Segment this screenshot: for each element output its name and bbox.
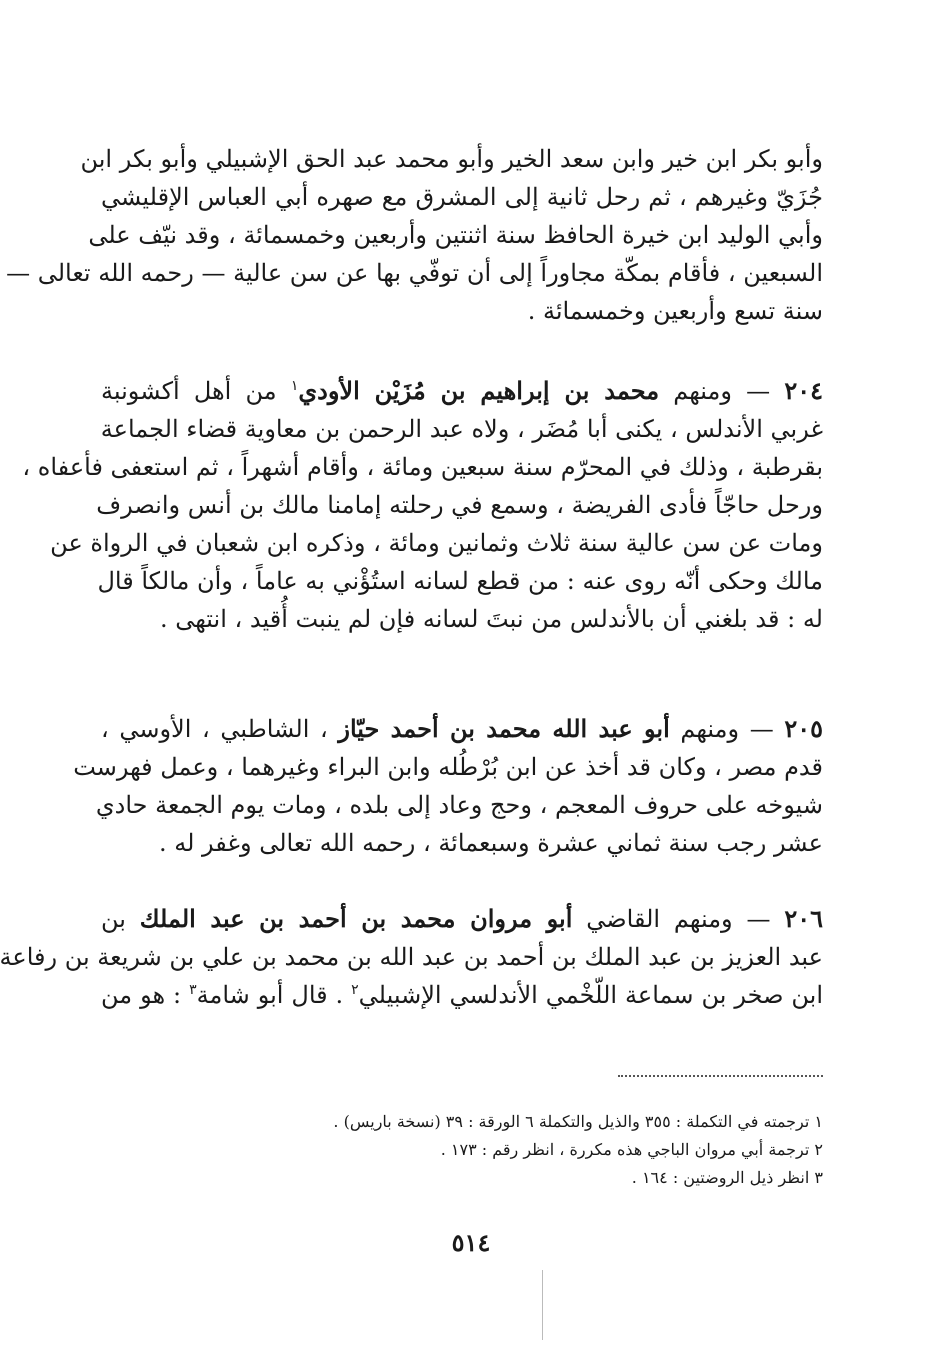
footnotes bbox=[301, 1108, 823, 1192]
book-page bbox=[1, 0, 941, 1360]
entry-204 bbox=[22, 372, 823, 638]
entry-heading-line bbox=[101, 372, 823, 410]
entry-dash: — bbox=[739, 715, 785, 743]
text-line: مالك وحكى أنّه روى عنه : من قطع لسانه استُؤْني به عاماً ، وأن مالكاً قال bbox=[97, 567, 823, 595]
text-line: وأبي الوليد ابن خيرة الحافظ سنة اثنتين وأربعين وخمسمائة ، وقد نيّف على bbox=[88, 221, 823, 249]
gutter-mark bbox=[542, 1270, 543, 1340]
footnote-ref: ١ bbox=[290, 378, 299, 394]
text-line: شيوخه على حروف المعجم ، وحج وعاد إلى بلده ، ومات يوم الجمعة حادي bbox=[95, 791, 823, 819]
text-segment: . قال أبو شامة bbox=[196, 981, 352, 1009]
text-segment: : هو من bbox=[101, 981, 190, 1009]
entry-name: محمد بن إبراهيم بن مُزَيْن الأودي bbox=[298, 376, 660, 405]
entry-intro: ومنهم bbox=[669, 715, 740, 743]
footnote-divider bbox=[618, 1075, 823, 1077]
entry-name: أبو عبد الله محمد بن أحمد حيّاز bbox=[338, 714, 670, 743]
entry-dash: — bbox=[732, 377, 785, 405]
text-line: بقرطبة ، وذلك في المحرّم سنة سبعين ومائة ، وأقام أشهراً ، ثم استعفى فأعفاه ، bbox=[22, 453, 823, 481]
text-line: له : قد بلغني أن بالأندلس من نبتَ لسانه فإن لم ينبت أُقيد ، انتهى . bbox=[159, 605, 823, 633]
continuation-paragraph bbox=[6, 140, 823, 330]
entry-name: أبو مروان محمد بن أحمد بن عبد الملك bbox=[139, 904, 573, 933]
text-line: وأبو بكر ابن خير وابن سعد الخير وأبو محمد عبد الحق الإشبيلي وأبو بكر ابن bbox=[80, 145, 823, 173]
entry-intro: ومنهم القاضي bbox=[572, 905, 733, 933]
entry-205 bbox=[73, 710, 823, 862]
entry-heading-rest: ، الشاطبي ، الأوسي ، bbox=[101, 715, 339, 743]
text-line: سنة تسع وأربعين وخمسمائة . bbox=[527, 297, 823, 325]
text-line: ومات عن سن عالية سنة ثلاث وثمانين ومائة ، وذكره ابن شعبان في الرواة عن bbox=[50, 529, 823, 557]
entry-206 bbox=[0, 900, 824, 1014]
entry-heading-rest: بن bbox=[101, 905, 140, 933]
text-line: قدم مصر ، وكان قد أخذ عن ابن بُرْطُله وابن البراء وغيرهما ، وعمل فهرست bbox=[73, 753, 823, 781]
text-line: ورحل حاجّاً فأدى الفريضة ، وسمع في رحلته إمامنا مالك بن أنس وانصرف bbox=[96, 491, 823, 519]
entry-dash: — bbox=[732, 905, 785, 933]
text-segment: ابن صخر بن سماعة اللّخْمي الأندلسي الإشبيلي bbox=[358, 981, 824, 1009]
entry-heading-line bbox=[101, 900, 823, 938]
entry-intro: ومنهم bbox=[659, 377, 732, 405]
text-line: عشر رجب سنة ثماني عشرة وسبعمائة ، رحمه الله تعالى وغفر له . bbox=[158, 829, 823, 857]
footnote: ٢ ترجمة أبي مروان الباجي هذه مكررة ، انظر رقم : ١٧٣ . bbox=[440, 1140, 823, 1159]
entry-number: ٢٠٥ bbox=[784, 714, 823, 743]
page-number: ٥١٤ bbox=[451, 1228, 491, 1257]
entry-heading-line bbox=[101, 710, 823, 748]
footnote-ref: ٢ bbox=[351, 982, 359, 998]
entry-number: ٢٠٦ bbox=[784, 904, 823, 933]
text-line: عبد العزيز بن عبد الملك بن أحمد بن عبد الله بن محمد بن علي بن شريعة بن رفاعة bbox=[0, 943, 823, 971]
footnote: ١ ترجمته في التكملة : ٣٥٥ والذيل والتكملة ٦ الورقة : ٣٩ (نسخة باريس) . bbox=[333, 1112, 823, 1131]
entry-number: ٢٠٤ bbox=[784, 376, 823, 405]
text-line bbox=[101, 976, 823, 1014]
entry-heading-rest: من أهل أكشونبة bbox=[101, 377, 291, 405]
text-line: السبعين ، فأقام بمكّة مجاوراً إلى أن توفّي بها عن سن عالية — رحمه الله تعالى — bbox=[6, 259, 823, 287]
footnote: ٣ انظر ذيل الروضتين : ١٦٤ . bbox=[631, 1168, 823, 1187]
text-line: جُزَيّ وغيرهم ، ثم رحل ثانية إلى المشرق مع صهره أبي العباس الإقليشي bbox=[101, 183, 823, 211]
text-line: غربي الأندلس ، يكنى أبا مُضَر ، ولاه عبد الرحمن بن معاوية قضاء الجماعة bbox=[100, 415, 823, 443]
footnote-ref: ٣ bbox=[189, 982, 197, 998]
